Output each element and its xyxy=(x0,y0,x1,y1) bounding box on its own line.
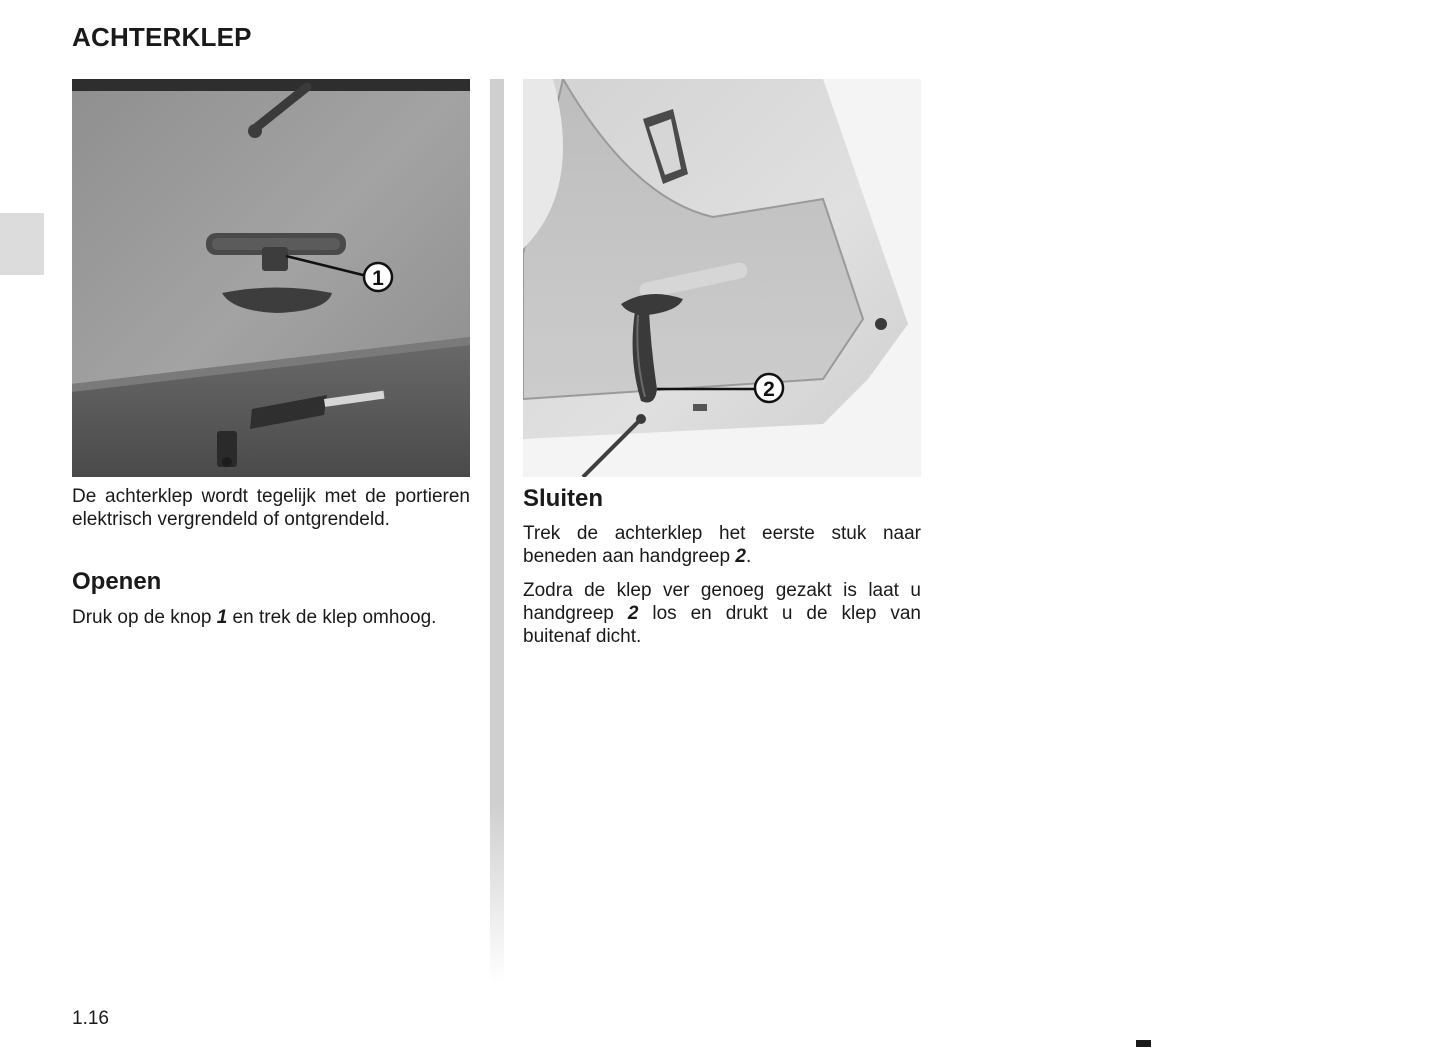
sluiten-p1-text-1: Trek de achterklep het eerste stuk naar beneden aan handgreep xyxy=(523,523,921,567)
section-tab-marker xyxy=(0,213,44,275)
openen-heading: Openen xyxy=(72,568,162,595)
page-title: ACHTERKLEP xyxy=(72,22,252,52)
sluiten-paragraph-1 xyxy=(523,522,921,568)
button-ref-1: 1 xyxy=(216,607,228,628)
handle-ref-2b: 2 xyxy=(627,603,639,624)
intro-paragraph: De achterklep wordt tegelijk met de portieren elektrisch vergrendeld of ontgrendeld. xyxy=(72,486,470,530)
openen-instruction xyxy=(72,606,482,629)
tailgate-interior-photo xyxy=(523,79,921,477)
tailgate-exterior-photo xyxy=(72,79,470,477)
sluiten-p2-text-2: los en drukt u de klep van buitenaf dicht. xyxy=(523,603,921,647)
sluiten-p2-text-1: Zodra de klep ver genoeg gezakt is laat u handgreep xyxy=(523,580,921,624)
callout-1-label: 1 xyxy=(372,267,384,290)
openen-text-1: Druk op de knop xyxy=(72,607,217,628)
sluiten-heading: Sluiten xyxy=(523,485,604,512)
page-number: 1.16 xyxy=(72,1008,109,1029)
handle-ref-2a: 2 xyxy=(735,546,746,567)
sluiten-p1-text-2: . xyxy=(745,546,752,567)
column-divider xyxy=(490,79,504,984)
sluiten-paragraph-2 xyxy=(523,579,921,648)
openen-text-2: en trek de klep omhoog. xyxy=(227,607,437,628)
callout-2-label: 2 xyxy=(763,378,775,401)
end-of-section-marker xyxy=(1136,1040,1151,1047)
